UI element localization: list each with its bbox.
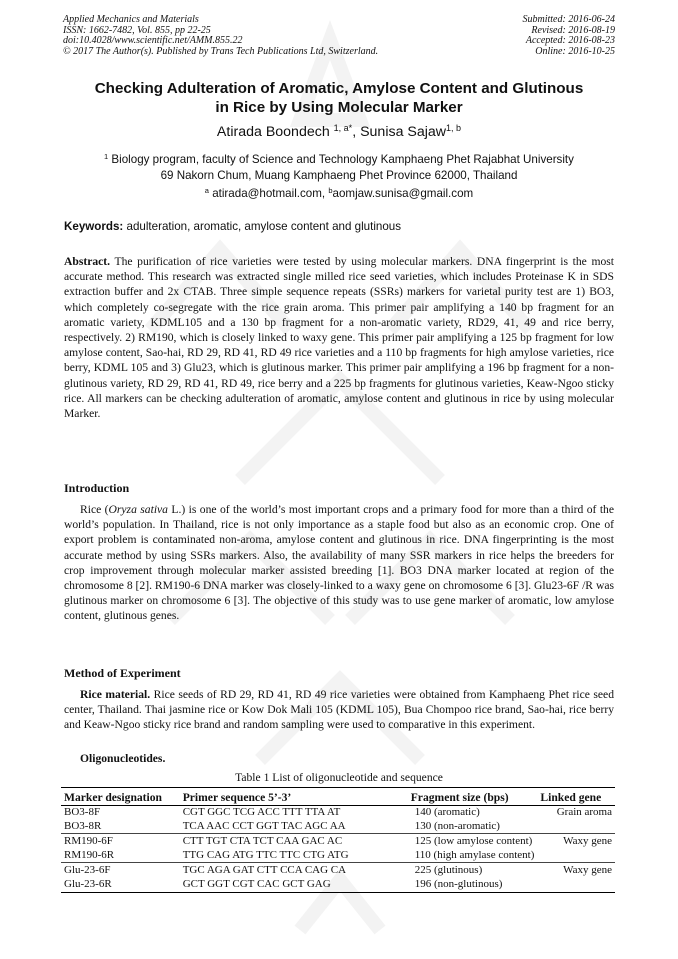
- fragment-cell: 225 (glutinous): [393, 863, 538, 878]
- col-header-fragment: Fragment size (bps): [393, 788, 538, 806]
- gene-cell: Waxy gene: [537, 834, 615, 849]
- keywords-label: Keywords:: [64, 220, 124, 233]
- marker-cell: BO3-8R: [64, 819, 102, 832]
- oligonucleotides-label: Oligonucleotides.: [80, 752, 166, 765]
- author-2: Sunisa Sajaw: [360, 124, 447, 140]
- author-separator: ,: [352, 124, 361, 140]
- sequence-cell: CGT GGC TCG ACC TTT TTA AT: [182, 806, 341, 818]
- sequence-cell: CTT TGT CTA TCT CAA GAC AC: [180, 834, 393, 849]
- marker-cell: RM190-6R: [64, 848, 115, 861]
- table-caption: Table 1 List of oligonucleotide and sequence: [235, 771, 443, 784]
- sequence-cell: GCT GGT CGT CAC GCT GAG: [180, 878, 393, 893]
- sequence-cell: TCA AAC CCT GGT TAC AGC AA: [182, 819, 346, 832]
- keywords: [64, 220, 401, 233]
- journal-name: Applied Mechanics and Materials: [63, 14, 199, 25]
- fragment-cell: 130 (non-aromatic): [414, 819, 500, 832]
- table-header-row: [61, 788, 615, 806]
- revised-date: Revised: 2016-08-19: [531, 24, 615, 36]
- author-emails: [40, 186, 638, 200]
- rice-material-label: Rice material.: [80, 688, 151, 701]
- intro-text-rest: L.) is one of the world’s most important crops and a primary food for more than a third of the world’s population. In Thailand, rice is not only importance as a staple food but also as an economic crop. One of export problem is contaminated non-aroma, amylose content and glutinous in rice. DNA fingerprinting is the most accurate method by using SSRs markers. Also, the availability of many SSR markers in rice helps the breeders for crop improvement through molecular marker assisted breeding [1]. BO3 DNA marker located at region of the chromosome 8 [2]. RM190-6 DNA marker was closely-linked to a waxy gene on chromosome 6 [3]. Glu23-6F /R was glutinous marker on chromosome 6 [3]. The objective of this study was to use gene marker of aromatic, low amylose content, glutinous genes.: [64, 503, 614, 623]
- copyright-line: © 2017 The Author(s). Published by Trans Tech Publications Ltd, Switzerland.: [63, 45, 379, 57]
- accepted-date: Accepted: 2016-08-23: [525, 35, 615, 47]
- introduction-heading: Introduction: [64, 481, 130, 495]
- online-date: Online: 2016-10-25: [535, 45, 615, 57]
- gene-cell: Grain aroma: [556, 806, 612, 818]
- gene-cell: Waxy gene: [537, 863, 615, 878]
- table-row: [61, 849, 615, 863]
- journal-info: [63, 15, 378, 57]
- marker-cell: RM190-6F: [61, 834, 180, 849]
- affiliation-line-1: Biology program, faculty of Science and Technology Kamphaeng Phet Rajabhat University: [108, 153, 574, 166]
- issn-line: ISSN: 1662-7482, Vol. 855, pp 22-25: [63, 24, 211, 36]
- rice-material-text: Rice seeds of RD 29, RD 41, RD 49 rice varieties were obtained from Kamphaeng Phet rice seed center, Thailand. Thai jasmine rice or Kow Dok Mali 105 (KDML 105), Bua Chompoo rice brand, Sao-hai, rice berry and Keaw-Ngoo sticky rice brand and random sampling were used to comparative in this experiment.: [64, 688, 615, 732]
- email-a: atirada@hotmail.com,: [208, 187, 329, 200]
- abstract-label: Abstract.: [64, 255, 111, 268]
- intro-text-start: Rice (: [80, 503, 109, 516]
- author-2-affil: 1, b: [446, 123, 462, 133]
- method-heading: Method of Experiment: [64, 666, 181, 680]
- table-row: [61, 863, 615, 878]
- author-list: [40, 123, 638, 140]
- title-line-2: in Rice by Using Molecular Marker: [215, 98, 463, 116]
- sequence-cell: TGC AGA GAT CTT CCA CAG CA: [180, 863, 393, 878]
- gene-cell: [537, 820, 615, 834]
- submission-dates: [523, 15, 616, 57]
- table-row: [61, 834, 615, 849]
- species-name: Oryza sativa: [108, 503, 168, 516]
- marker-cell: Glu-23-6R: [61, 878, 180, 893]
- email-b: aomjaw.sunisa@gmail.com: [332, 187, 474, 200]
- introduction-paragraph: [64, 502, 614, 624]
- email-b-marker: b: [328, 186, 333, 195]
- fragment-cell: 196 (non-glutinous): [393, 878, 538, 893]
- marker-cell: BO3-8F: [64, 806, 101, 818]
- table-row: [61, 820, 615, 834]
- col-header-gene: Linked gene: [537, 788, 615, 806]
- affiliation-line-2: 69 Nakorn Chum, Muang Kamphaeng Phet Province 62000, Thailand: [160, 168, 518, 182]
- email-a-marker: a: [204, 186, 209, 195]
- abstract-text: The purification of rice varieties were tested by using molecular markers. DNA fingerprint is the most accurate method. This research was extracted single milled rice seed varieties, which includes Proteinase K in SDS extraction buffer and 2x CTAB. Three simple sequence repeats (SSRs) markers for varietal purity test are 1) BO3, which completely co-segregate with the rice grain aroma. This primer pair amplifying a 140 bp fragment for an aromatic variety, KDML105 and a 130 bp fragment for a non-aromatic variety, RD29, 41, 49 and rice berry, respectively. 2) RM190, which is closely linked to waxy gene. This primer pair amplifying a 125 bp fragment for low amylose content, Sao-hai, RD 29, RD 41, RD 49 rice varieties and a 110 bp fragments for high amylose varieties, rice berry, KDML 105 and 3) Glu23, which is glutinous marker. This primer pair amplifying a 196 bp fragment for a non-glutinous variety, RD 29, RD 41, RD 49, rice berry and a 225 bp fragments for glutinous varieties, Keaw-Ngoo sticky rice. All markers can be checking adulteration of aromatic, amylose content and glutinous in rice by using molecular Marker.: [64, 255, 614, 421]
- paper-title: [40, 80, 638, 117]
- affiliation-number: 1: [104, 152, 109, 161]
- fragment-cell: 110 (high amylase content): [414, 848, 535, 861]
- marker-cell: Glu-23-6F: [61, 863, 180, 878]
- sequence-cell: TTG CAG ATG TTC TTC CTG ATG: [182, 848, 349, 861]
- rice-material-paragraph: [64, 687, 614, 733]
- title-line-1: Checking Adulteration of Aromatic, Amylose Content and Glutinous: [94, 80, 584, 97]
- fragment-cell: 140 (aromatic): [414, 806, 480, 818]
- fragment-cell: 125 (low amylose content): [393, 834, 538, 849]
- author-1-affil: 1, a*: [333, 123, 353, 133]
- table-row: [61, 806, 615, 820]
- oligonucleotides-paragraph: [64, 751, 614, 766]
- keywords-text: adulteration, aromatic, amylose content and glutinous: [123, 220, 402, 233]
- submitted-date: Submitted: 2016-06-24: [522, 14, 615, 25]
- gene-cell: [537, 849, 615, 863]
- oligonucleotide-table: [61, 787, 615, 893]
- table-row: [61, 878, 615, 893]
- col-header-primer: Primer sequence 5’-3’: [180, 788, 393, 806]
- author-1: Atirada Boondech: [216, 124, 334, 140]
- col-header-marker: Marker designation: [61, 788, 180, 806]
- abstract: [64, 254, 614, 421]
- gene-cell: [537, 878, 615, 893]
- doi-line: doi:10.4028/www.scientific.net/AMM.855.22: [63, 35, 243, 47]
- affiliation: [40, 149, 638, 183]
